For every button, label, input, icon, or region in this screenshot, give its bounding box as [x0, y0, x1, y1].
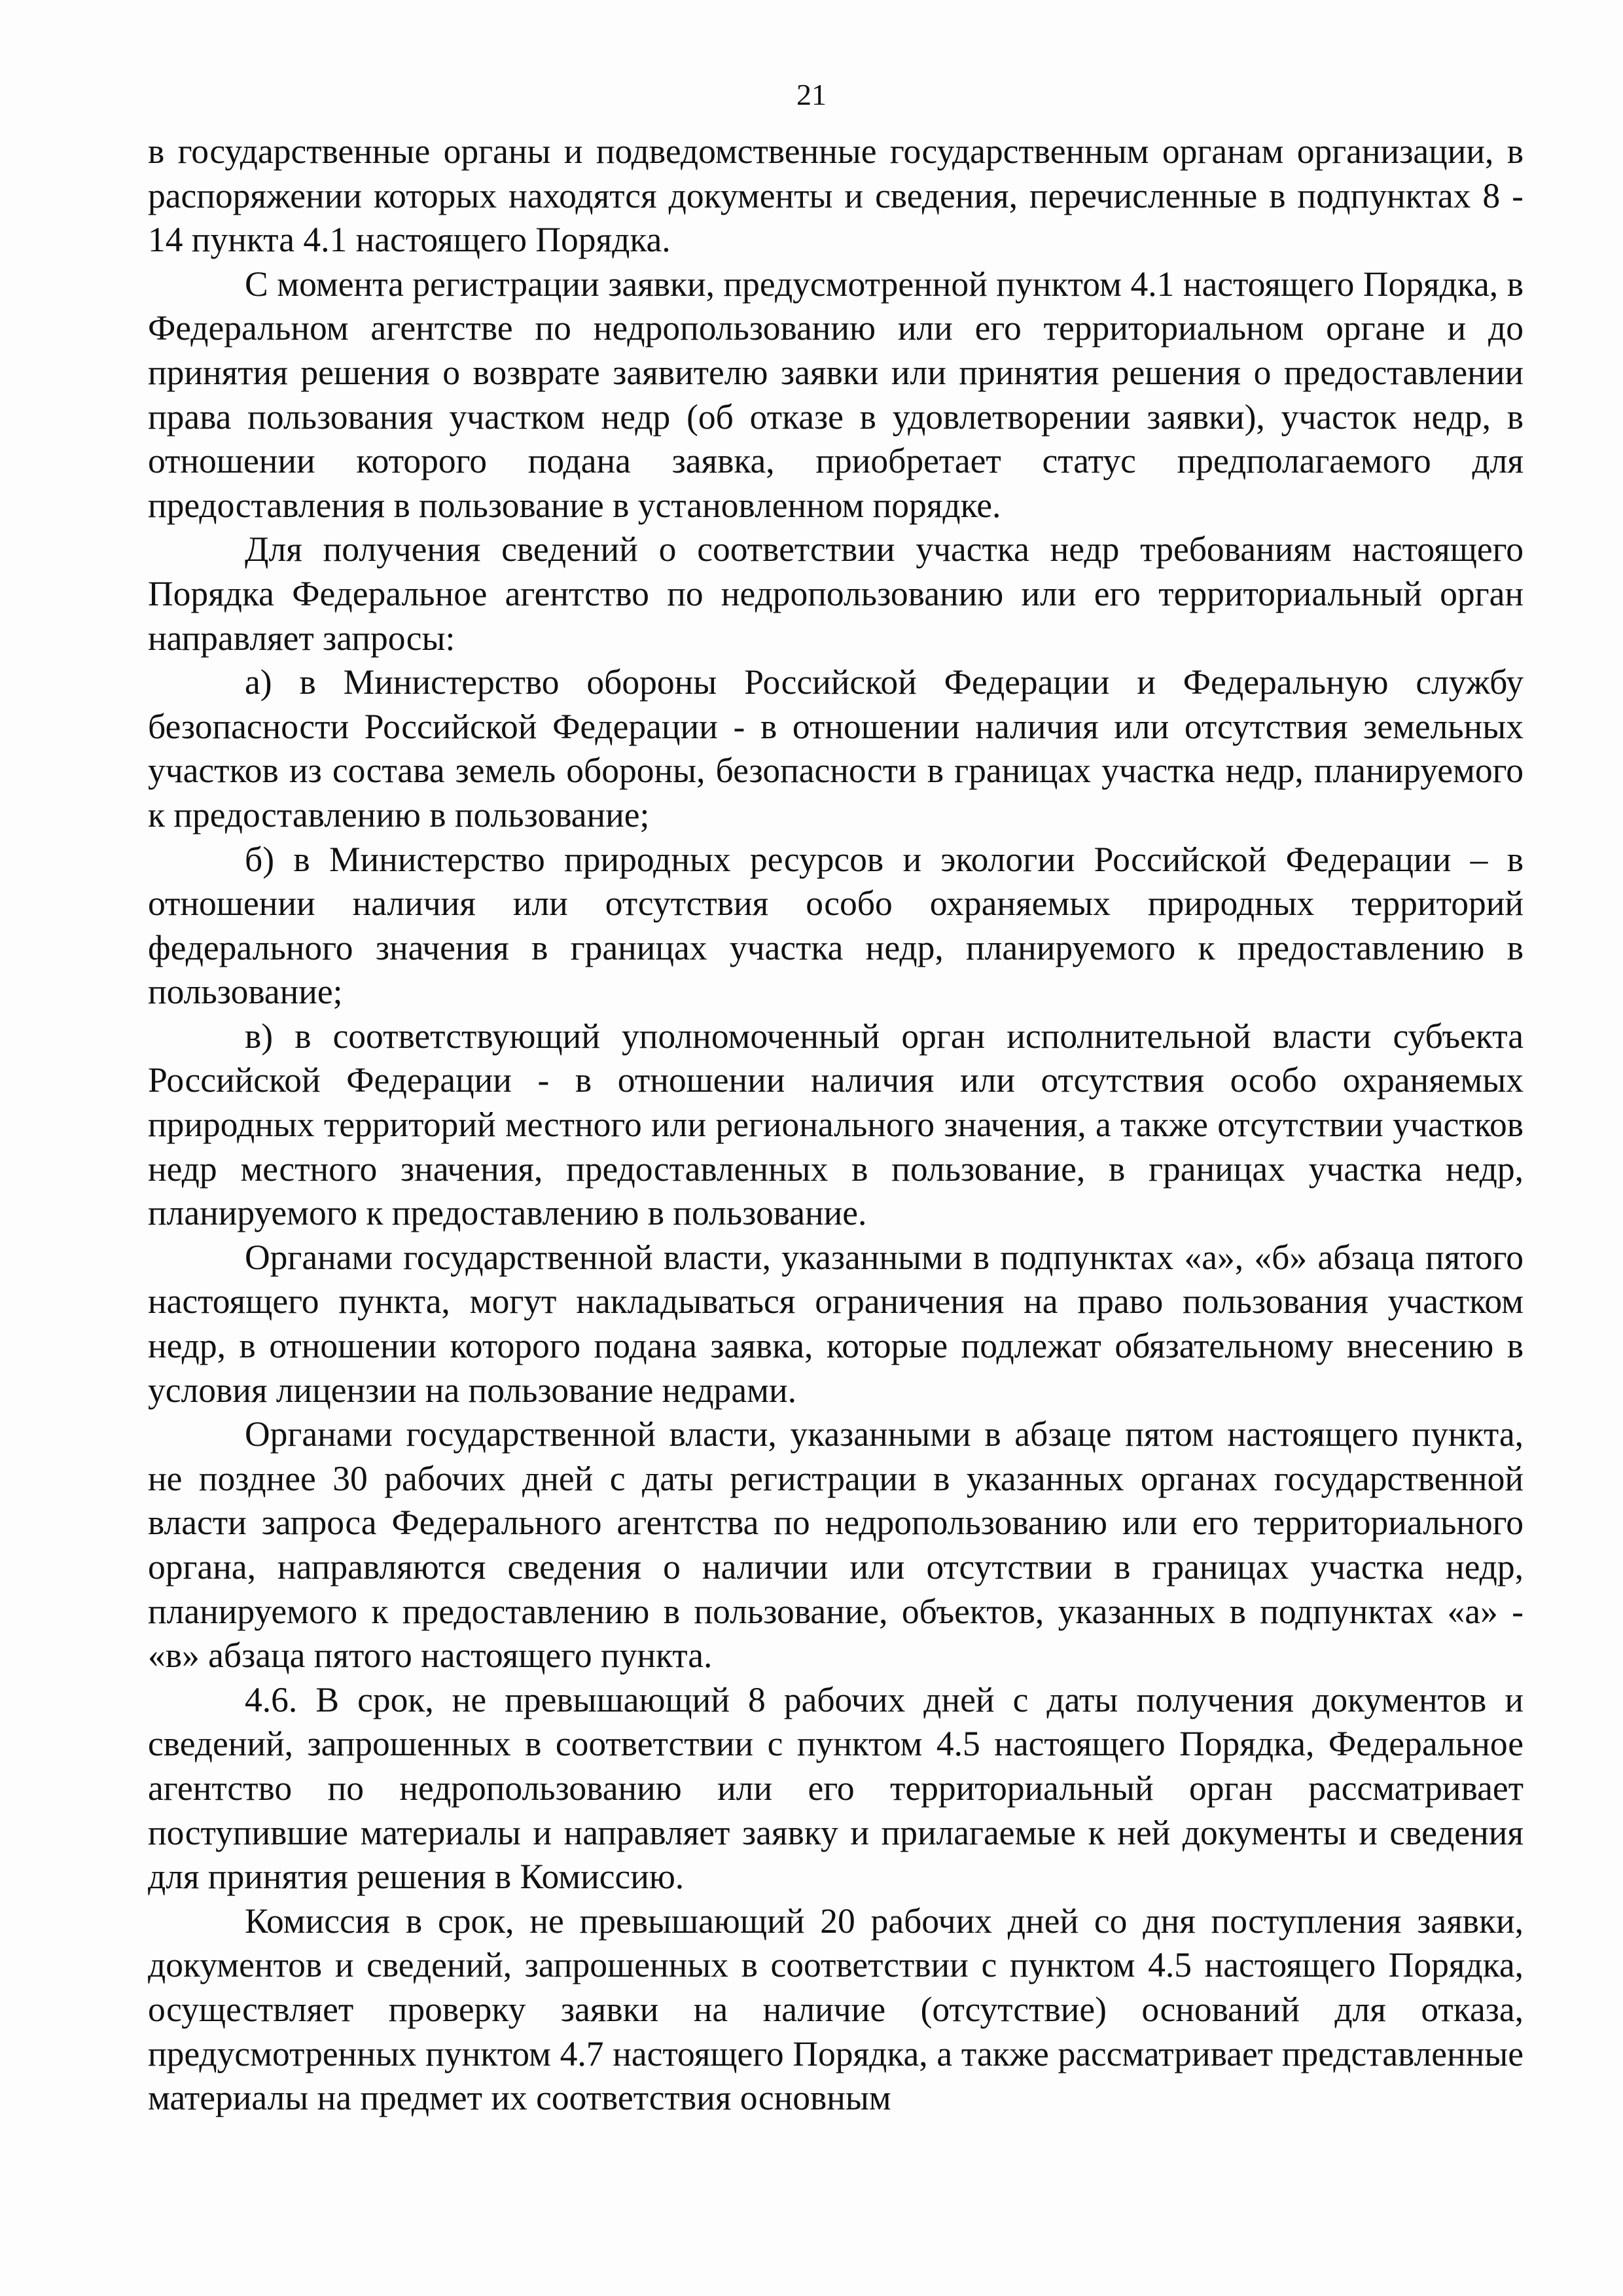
- body-text: [148, 130, 1524, 2121]
- paragraph-application-status: С момента регистрации заявки, предусмотренной пунктом 4.1 настоящего Порядка, в Федеральном агентстве по недропользованию или его территориальном органе и до принятия решения о возврате заявителю заявки или принятия решения о предоставлении права пользования участком недр (об отказе в удовлетворении заявки), участок недр, в отношении которого подана заявка, приобретает статус предполагаемого для предоставления в пользование в установленном порядке.: [148, 264, 1524, 525]
- paragraph-response-deadline: Органами государственной власти, указанными в абзаце пятом настоящего пункта, не позднее 30 рабочих дней с даты регистрации в указанных органах государственной власти запроса Федерального агентства по недропользованию или его территориального органа, направляются сведения о наличии или отсутствии в границах участка недр, планируемого к предоставлению в пользование, объектов, указанных в подпунктах «а» - «в» абзаца пятого настоящего пункта.: [148, 1414, 1524, 1676]
- list-item-b: б) в Министерство природных ресурсов и экологии Российской Федерации – в отношении наличия или отсутствия особо охраняемых природных территорий федерального значения в границах участка недр, планируемого к предоставлению в пользование;: [148, 839, 1524, 1012]
- paragraph-commission-review: Комиссия в срок, не превышающий 20 рабочих дней со дня поступления заявки, документов и сведений, запрошенных в соответствии с пунктом 4.5 настоящего Порядка, осуществляет проверку заявки на наличие (отсутствие) оснований для отказа, предусмотренных пунктом 4.7 настоящего Порядка, а также рассматривает представленные материалы на предмет их соответствия основным: [148, 1901, 1524, 2118]
- paragraph-continuation: в государственные органы и подведомственные государственным органам организации, в распоряжении которых находятся документы и сведения, перечисленные в подпунктах 8 - 14 пункта 4.1 настоящего Порядка.: [148, 132, 1524, 260]
- page-number: 21: [796, 78, 827, 111]
- paragraph-restrictions: Органами государственной власти, указанными в подпунктах «а», «б» абзаца пятого настоящего пункта, могут накладываться ограничения на право пользования участком недр, в отношении которого подана заявка, которые подлежат обязательному внесению в условия лицензии на пользование недрами.: [148, 1237, 1524, 1410]
- list-item-a: а) в Министерство обороны Российской Федерации и Федеральную службу безопасности Российской Федерации - в отношении наличия или отсутствия земельных участков из состава земель обороны, безопасности в границах участка недр, планируемого к предоставлению в пользование;: [148, 662, 1524, 834]
- list-item-v: в) в соответствующий уполномоченный орган исполнительной власти субъекта Российской Федерации - в отношении наличия или отсутствия особо охраняемых природных территорий местного или регионального значения, а также отсутствии участков недр местного значения, предоставленных в пользование, в границах участка недр, планируемого к предоставлению в пользование.: [148, 1016, 1524, 1233]
- paragraph-requests-intro: Для получения сведений о соответствии участка недр требованиям настоящего Порядка Федеральное агентство по недропользованию или его территориальный орган направляет запросы:: [148, 529, 1524, 658]
- paragraph-clause-4-6: 4.6. В срок, не превышающий 8 рабочих дней с даты получения документов и сведений, запрошенных в соответствии с пунктом 4.5 настоящего Порядка, Федеральное агентство по недропользованию или его территориальный орган рассматривает поступившие материалы и направляет заявку и прилагаемые к ней документы и сведения для принятия решения в Комиссию.: [148, 1679, 1524, 1897]
